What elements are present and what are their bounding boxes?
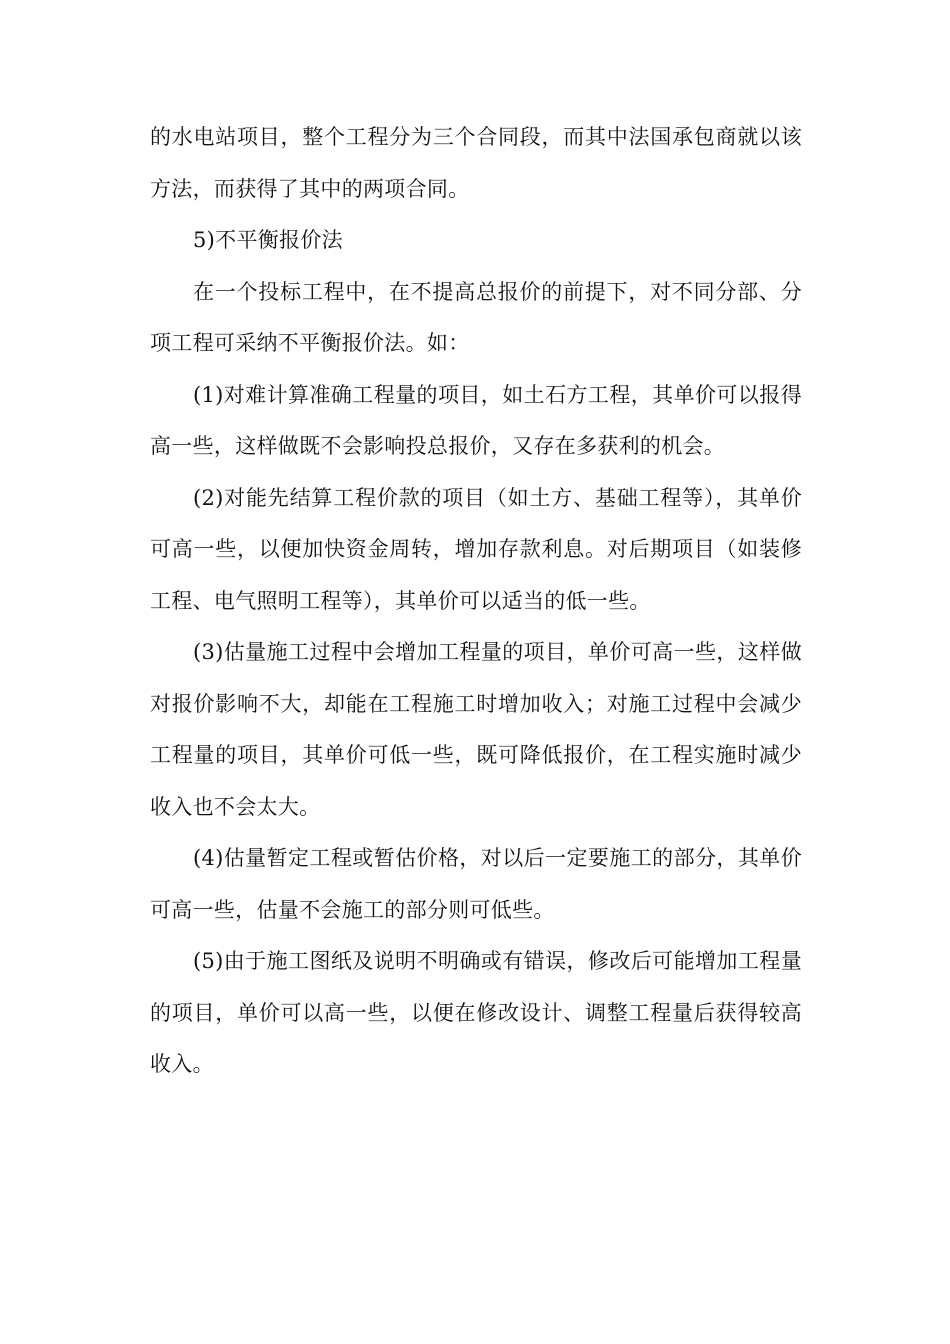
list-item-2: (2)对能先结算工程价款的项目（如土方、基础工程等），其单价可高一些，以便加快资金周转，增加存款利息。对后期项目（如装修工程、电气照明工程等），其单价可以适当的低一些。 [150, 485, 802, 613]
list-item-3: (3)估量施工过程中会增加工程量的项目，单价可高一些，这样做对报价影响不大，却能在工程施工时增加收入；对施工过程中会减少工程量的项目，其单价可低一些，既可降低报价，在工程实施时减少收入也不会太大。 [150, 640, 802, 819]
paragraph-continuation: 的水电站项目，整个工程分为三个合同段，而其中法国承包商就以该方法，而获得了其中的两项合同。 [150, 125, 802, 201]
list-item-1: (1)对难计算准确工程量的项目，如土石方工程，其单价可以报得高一些，这样做既不会影响投总报价，又存在多获利的机会。 [150, 382, 802, 458]
section-heading-unbalanced-bid: 5)不平衡报价法 [193, 228, 343, 252]
paragraph-intro: 在一个投标工程中，在不提高总报价的前提下，对不同分部、分项工程可采纳不平衡报价法。如： [150, 279, 802, 355]
list-item-4: (4)估量暂定工程或暂估价格，对以后一定要施工的部分，其单价可高一些，估量不会施工的部分则可低些。 [150, 846, 802, 922]
document-body [150, 112, 802, 1091]
list-item-5: (5)由于施工图纸及说明不明确或有错误，修改后可能增加工程量的项目，单价可以高一些，以便在修改设计、调整工程量后获得较高收入。 [150, 949, 802, 1076]
